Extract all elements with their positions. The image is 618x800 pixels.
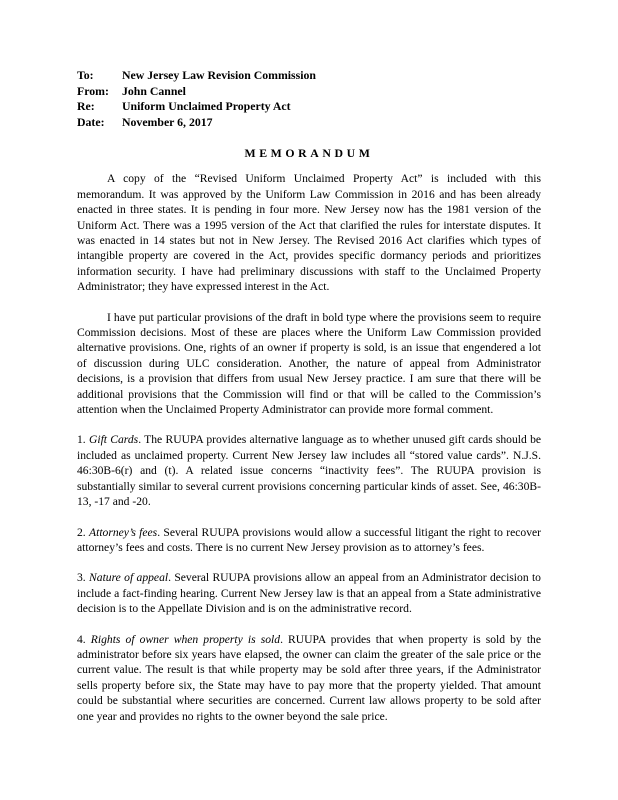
from-label: From: <box>77 83 109 98</box>
to-label: To: <box>77 68 94 82</box>
re-label: Re: <box>77 99 95 114</box>
to-value: New Jersey Law Revision Commission <box>122 68 316 82</box>
item-title: Attorney’s fees <box>89 525 158 539</box>
item-attorneys-fees <box>77 525 541 556</box>
header-date-row <box>77 115 541 131</box>
item-number: 3. <box>77 571 90 585</box>
from-value: John Cannel <box>122 83 186 98</box>
item-title: Rights of owner when property is sold <box>90 632 281 646</box>
memo-body <box>77 171 541 724</box>
memo-title: MEMORANDUM <box>244 146 374 161</box>
re-value: Uniform Unclaimed Property Act <box>122 99 291 114</box>
memo-page <box>77 68 541 724</box>
header-to-row <box>77 68 541 84</box>
item-title: Gift Cards <box>88 433 139 447</box>
paragraph-provisions: I have put particular provisions of the draft in bold type where the provisions seem to require Commission decisions. Most of these are places where the Uniform Law Commission provided alternative provisions. One, rights of an owner if property is sold, is an issue that engendered a lot of discussion during ULC consideration. Another, the nature of appeal from Administrator decisions, is a provision that differs from usual New Jersey practice. I am sure that there will be additional provisions that the Commission will find or that will be called to the Commission’s attention when the Unclaimed Property Administrator can provide more formal comment. <box>77 310 541 417</box>
item-rights-of-owner <box>77 632 541 724</box>
item-nature-of-appeal <box>77 570 541 616</box>
item-number: 4. <box>77 632 91 646</box>
memo-header <box>77 68 541 130</box>
item-text: . RUUPA provides that when property is sold by the administrator before six years have elapsed, the owner can claim the greater of the sale price or the current value. The result is that while property may be sold after three years, if the Administrator sells property before six, the State may have to pay more that the property yielded. That amount could be substantial where securities are concerned. Current law allows property to be sold after one year and provides no rights to the owner beyond the sale price. <box>77 632 541 723</box>
item-text: . The RUUPA provides alternative language as to whether unused gift cards should be included as unclaimed property. Current New Jersey law includes all “stored value cards”. N.J.S. 46:30B-6(r) and (t). A related issue concerns “inactivity fees”. The RUUPA provision is substantially similar to several current provisions concerning particular kinds of asset. See, 46:30B-13, -17 and -20. <box>77 433 542 509</box>
header-re-row <box>77 99 541 115</box>
item-title: Nature of appeal <box>89 571 169 585</box>
date-label: Date: <box>77 114 105 129</box>
item-number: 1. <box>77 433 89 447</box>
item-text: . Several RUUPA provisions would allow a successful litigant the right to recover attorney’s fees and costs. There is no current New Jersey provision as to attorney’s fees. <box>77 525 542 554</box>
header-from-row <box>77 84 541 100</box>
item-gift-cards <box>77 432 541 509</box>
date-value: November 6, 2017 <box>122 114 213 129</box>
item-number: 2. <box>77 525 90 539</box>
paragraph-intro: A copy of the “Revised Uniform Unclaimed Property Act” is included with this memorandum. It was approved by the Uniform Law Commission in 2016 and has been already enacted in three states. It is pending in four more. New Jersey now has the 1981 version of the Uniform Act. There was a 1995 version of the Act that clarified the rules for interstate disputes. It was enacted in 14 states but not in New Jersey. The Revised 2016 Act clarifies which types of intangible property are covered in the Act, provides specific dormancy periods and prioritizes information security. I have had preliminary discussions with staff to the Unclaimed Property Administrator; they have expressed interest in the Act. <box>77 172 541 294</box>
item-text: . Several RUUPA provisions allow an appeal from an Administrator decision to include a fact-finding hearing. Current New Jersey law is that an appeal from a State administrative decision is to the Appellate Division and is on the administrative record. <box>77 571 541 616</box>
